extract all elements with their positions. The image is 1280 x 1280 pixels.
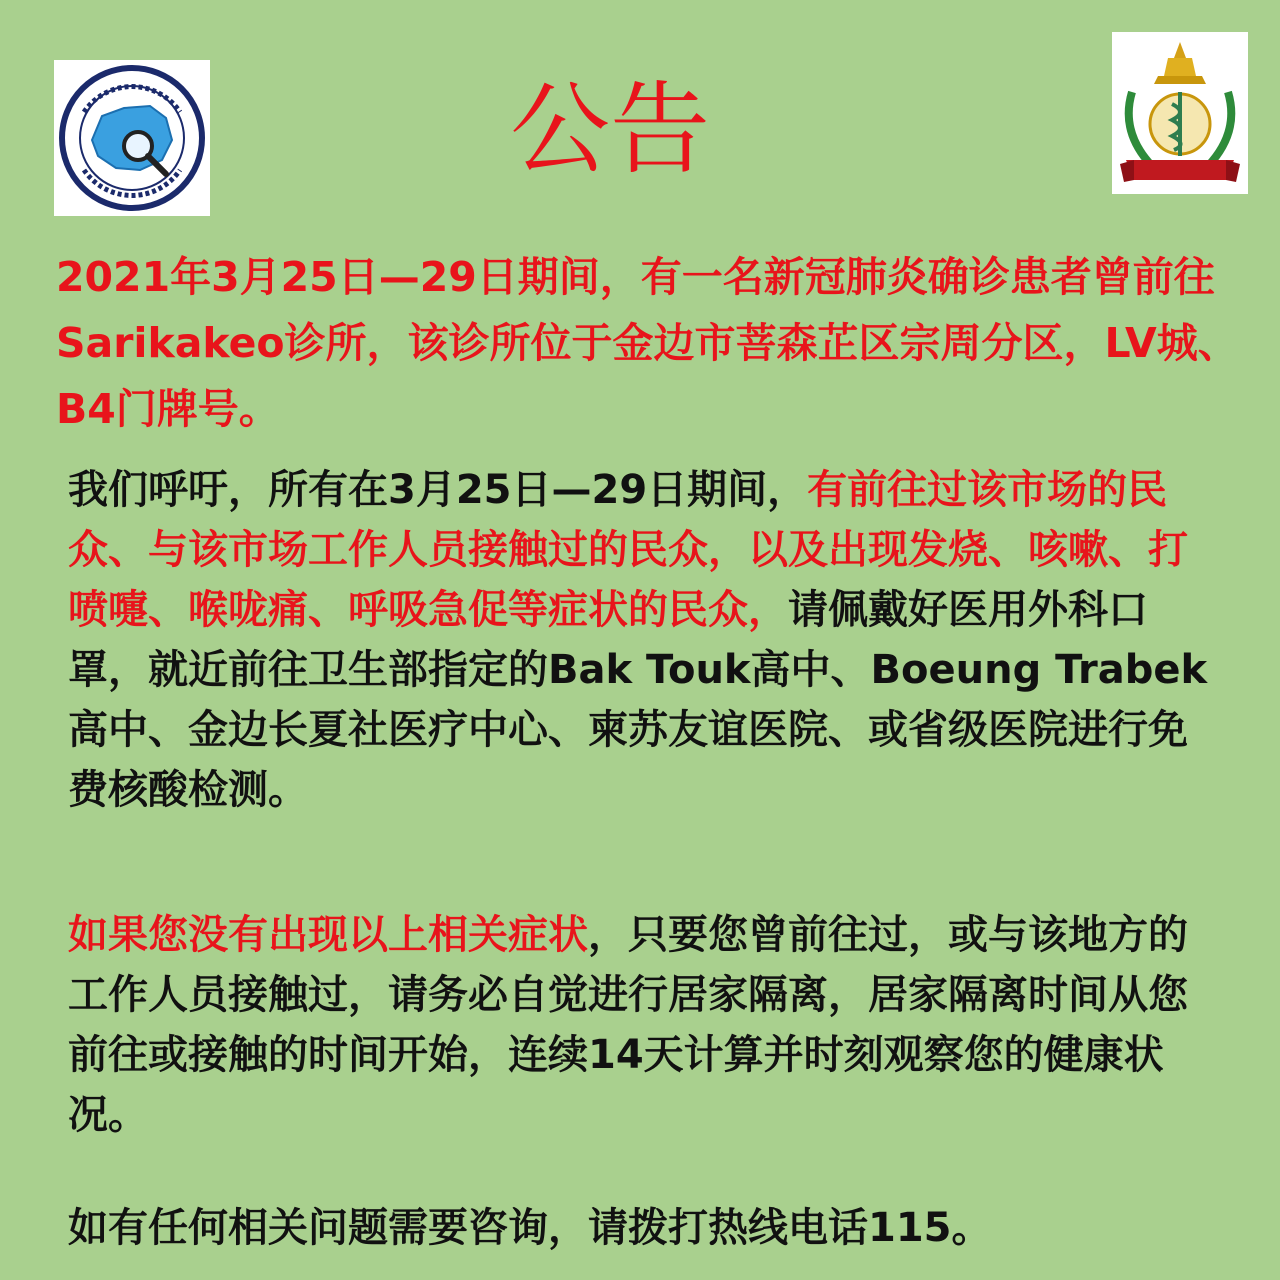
paragraph-3-rest: ，只要您曾前往过，或与该地方的工作人员接触过，请务必自觉进行居家隔离，居家隔离时间从您前往或接触的时间开始，连续14天计算并时刻观察您的健康状况。 bbox=[68, 912, 1188, 1138]
ministry-of-health-emblem-icon bbox=[1112, 32, 1248, 194]
paragraph-2-highlight: 有前往过该市场的民众、与该市场工作人员接触过的民众，以及出现发烧、咳嗽、打喷嚏、喉咙痛、呼吸急促等症状的民众， bbox=[68, 467, 1188, 633]
notice-paragraph-2 bbox=[68, 460, 1208, 820]
paragraph-2-intro: 我们呼吁，所有在3月25日—29日期间， bbox=[68, 467, 808, 513]
notice-paragraph-1: 2021年3月25日—29日期间，有一名新冠肺炎确诊患者曾前往Sarikakeo诊所，该诊所位于金边市菩森芷区宗周分区，LV城、B4门牌号。 bbox=[56, 253, 1239, 433]
notice-paragraph-3 bbox=[68, 905, 1208, 1145]
paragraph-3-highlight: 如果您没有出现以上相关症状 bbox=[68, 912, 588, 958]
paragraph-2-rest: 请佩戴好医用外科口罩，就近前往卫生部指定的Bak Touk高中、Boeung Trabek高中、金边长夏社医疗中心、柬苏友谊医院、或省级医院进行免费核酸检测。 bbox=[68, 587, 1208, 813]
page-title: 公告 bbox=[510, 71, 710, 188]
hotline-paragraph: 如有任何相关问题需要咨询，请拨打热线电话115。 bbox=[68, 1205, 992, 1251]
